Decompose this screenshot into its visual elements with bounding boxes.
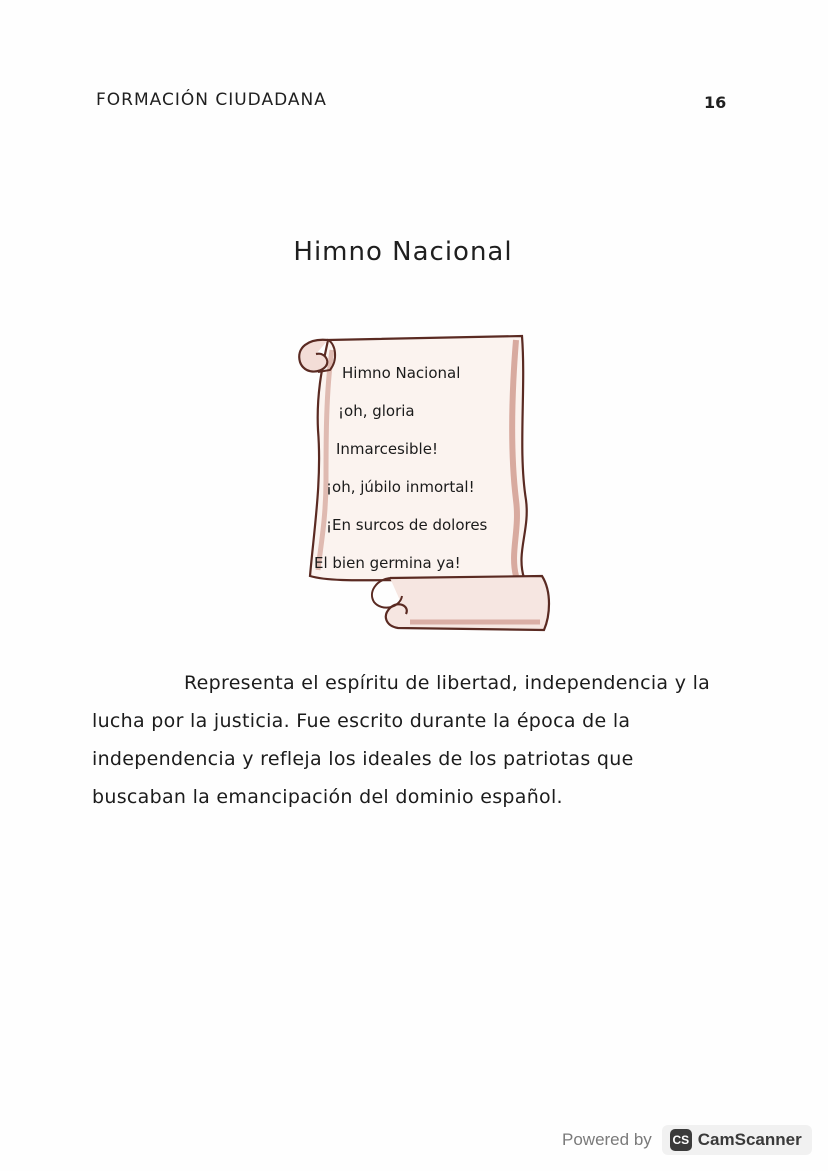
page-title: Himno Nacional — [293, 237, 513, 267]
scroll-line: El bien germina ya! — [314, 554, 461, 572]
body-paragraph: Representa el espíritu de libertad, independencia y la lucha por la justicia. Fue escrito durante la época de la independencia y refleja los ideales de los patriotas que buscaban la emancipación del dominio español. — [92, 672, 711, 808]
scroll-illustration — [290, 330, 560, 640]
page-number: 16 — [704, 93, 727, 112]
scroll-line: ¡oh, gloria — [338, 402, 415, 420]
scroll-line: ¡oh, júbilo inmortal! — [326, 478, 475, 496]
camscanner-brand: CamScanner — [697, 1130, 802, 1149]
camscanner-logo-icon: CS — [670, 1129, 692, 1151]
scroll-line: Inmarcesible! — [336, 440, 438, 458]
powered-by-label: Powered by — [562, 1130, 652, 1149]
subject-header: FORMACIÓN CIUDADANA — [96, 90, 327, 110]
camscanner-badge — [662, 1125, 812, 1155]
camscanner-watermark — [562, 1122, 812, 1158]
scroll-line: Himno Nacional — [342, 364, 461, 382]
scroll-line: ¡En surcos de dolores — [326, 516, 488, 534]
scroll-text — [290, 330, 560, 640]
